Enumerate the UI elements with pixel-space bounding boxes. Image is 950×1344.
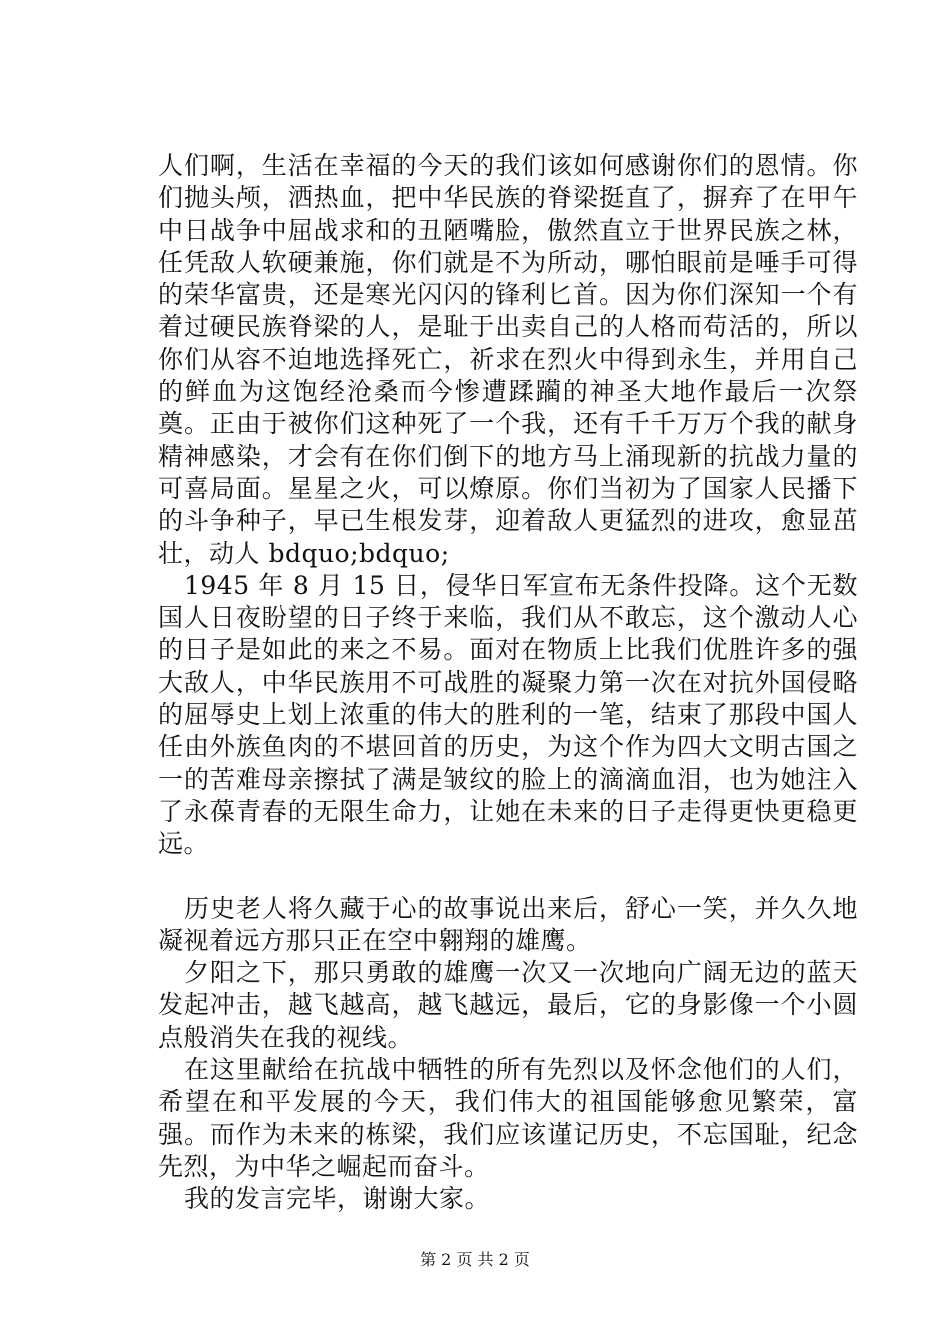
paragraph-closing: 我的发言完毕，谢谢大家。 [184, 1184, 491, 1214]
paragraph-history-elder: 历史老人将久藏于心的故事说出来后，舒心一笑，并久久地凝视着远方那只正在空中翱翔的雄鹰。 [158, 893, 858, 955]
paragraph-eagle: 夕阳之下，那只勇敢的雄鹰一次又一次地向广阔无边的蓝天发起冲击，越飞越高，越飞越远，最后，它的身影像一个小圆点般消失在我的视线。 [158, 958, 858, 1052]
page-number-footer: 第 2 页 共 2 页 [420, 1250, 530, 1269]
paragraph-victory: 1945 年 8 月 15 日，侵华日军宣布无条件投降。这个无数国人日夜盼望的日子终于来临，我们从不敢忘，这个激动人心的日子是如此的来之不易。面对在物质上比我们优胜许多的强大敌人，中华民族用不可战胜的凝聚力第一次在对抗外国侵略的屈辱史上划上浓重的伟大的胜利的一笔，结束了那段中国人任由外族鱼肉的不堪回首的历史，为这个作为四大文明古国之一的苦难母亲擦拭了满是皱纹的脸上的滴滴血泪，也为她注入了永葆青春的无限生命力，让她在未来的日子走得更快更稳更远。 [158, 570, 858, 859]
document-body [158, 150, 858, 1216]
paragraph-tribute: 人们啊，生活在幸福的今天的我们该如何感谢你们的恩情。你们抛头颅，洒热血，把中华民族的脊梁挺直了，摒弃了在甲午中日战争中屈战求和的丑陋嘴脸，傲然直立于世界民族之林，任凭敌人软硬兼施，你们就是不为所动，哪怕眼前是唾手可得的荣华富贵，还是寒光闪闪的锋利匕首。因为你们深知一个有着过硬民族脊梁的人，是耻于出卖自己的人格而苟活的，所以你们从容不迫地选择死亡，祈求在烈火中得到永生，并用自己的鲜血为这饱经沧桑而今惨遭蹂躏的神圣大地作最后一次祭奠。正由于被你们这种死了一个我，还有千千万万个我的献身精神感染，才会有在你们倒下的地方马上涌现新的抗战力量的可喜局面。星星之火，可以燎原。你们当初为了国家人民播下的斗争种子，早已生根发芽，迎着敌人更猛烈的进攻，愈显茁壮，动人 bdquo;bdquo; [158, 151, 858, 568]
paragraph-gap [158, 861, 858, 893]
paragraph-dedication: 在这里献给在抗战中牺牲的所有先烈以及怀念他们的人们，希望在和平发展的今天，我们伟大的祖国能够愈见繁荣，富强。而作为未来的栋梁，我们应该谨记历史，不忘国耻，纪念先烈，为中华之崛起而奋斗。 [158, 1055, 858, 1181]
